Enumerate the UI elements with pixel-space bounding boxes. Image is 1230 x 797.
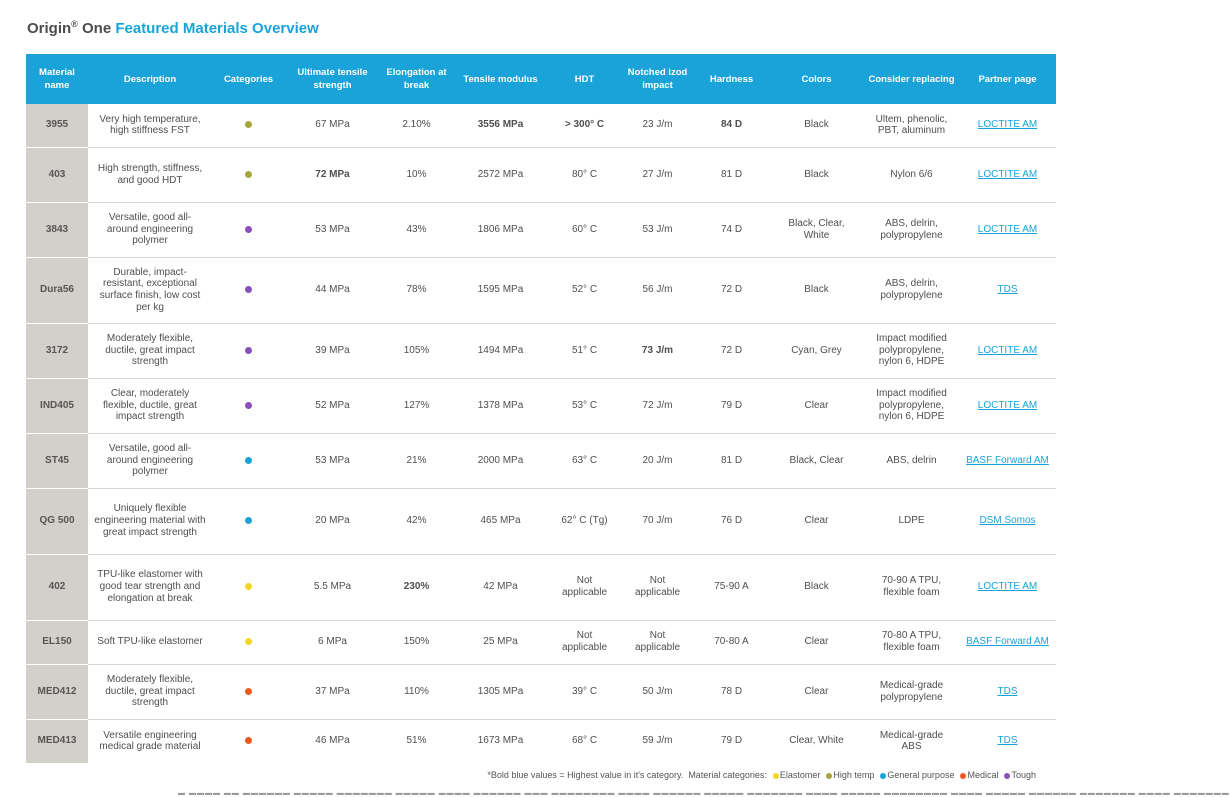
material-name-cell: 402: [26, 554, 88, 620]
colors-cell: Black, Clear, White: [769, 202, 864, 257]
partner-page-cell: [959, 147, 1056, 202]
table-header-row: [26, 54, 1056, 104]
tensile-modulus-cell: 1494 MPa: [453, 323, 548, 378]
partner-page-cell: [959, 257, 1056, 323]
column-header-material-name: Material name: [26, 54, 88, 104]
category-cell: [212, 323, 285, 378]
column-header-partner-page: Partner page: [959, 54, 1056, 104]
description-cell: TPU-like elastomer with good tear strength and elongation at break: [88, 554, 212, 620]
hdt-cell: 39° C: [548, 664, 621, 719]
tensile-modulus-cell: 1806 MPa: [453, 202, 548, 257]
consider-replacing-cell: Impact modified polypropylene, nylon 6, HDPE: [864, 323, 959, 378]
category-dot-icon: [245, 737, 252, 744]
elongation-cell: 10%: [380, 147, 453, 202]
tensile-modulus-cell: 1378 MPa: [453, 378, 548, 433]
izod-impact-cell: 72 J/m: [621, 378, 694, 433]
izod-impact-cell: 27 J/m: [621, 147, 694, 202]
table-row: [26, 664, 1056, 719]
partner-page-cell: [959, 378, 1056, 433]
consider-replacing-cell: ABS, delrin: [864, 433, 959, 488]
tensile-strength-cell: 52 MPa: [285, 378, 380, 433]
partner-page-link[interactable]: BASF Forward AM: [966, 636, 1049, 648]
izod-impact-cell: 53 J/m: [621, 202, 694, 257]
material-name-cell: MED413: [26, 719, 88, 763]
partner-page-cell: [959, 554, 1056, 620]
colors-cell: Black: [769, 554, 864, 620]
materials-table: [26, 54, 1056, 763]
elongation-cell: 110%: [380, 664, 453, 719]
table-row: [26, 378, 1056, 433]
category-dot-icon: [245, 286, 252, 293]
hardness-cell: 72 D: [694, 323, 769, 378]
hdt-cell: > 300° C: [548, 104, 621, 147]
table-row: [26, 719, 1056, 763]
column-header-hardness: Hardness: [694, 54, 769, 104]
consider-replacing-cell: 70-90 A TPU, flexible foam: [864, 554, 959, 620]
hdt-cell: 80° C: [548, 147, 621, 202]
elongation-cell: 230%: [380, 554, 453, 620]
colors-cell: Clear, White: [789, 735, 844, 747]
elongation-cell: 42%: [380, 488, 453, 554]
description-cell: Durable, impact-resistant, exceptional surface finish, low cost per kg: [88, 257, 212, 323]
material-name-cell: MED412: [26, 664, 88, 719]
izod-impact-cell: Not applicable: [621, 620, 694, 664]
colors-cell: Cyan, Grey: [769, 323, 864, 378]
hardness-cell: 72 D: [694, 257, 769, 323]
column-header-consider-replacing: Consider replacing: [864, 54, 959, 104]
hardness-cell: 79 D: [720, 735, 743, 747]
description-cell: Clear, moderately flexible, ductile, great impact strength: [88, 378, 212, 433]
brand-suffix: One: [81, 20, 112, 37]
hardness-cell: 75-90 A: [694, 554, 769, 620]
partner-page-link[interactable]: LOCTITE AM: [977, 344, 1038, 356]
category-dot-icon: [245, 517, 252, 524]
tensile-strength-cell: 20 MPa: [285, 488, 380, 554]
description-cell: High strength, stiffness, and good HDT: [88, 147, 212, 202]
tensile-modulus-cell: 1673 MPa: [477, 735, 524, 747]
column-header-description: Description: [88, 54, 212, 104]
hdt-cell: 62° C (Tg): [548, 488, 621, 554]
registered-mark: ®: [71, 19, 78, 29]
partner-page-link[interactable]: LOCTITE AM: [977, 119, 1038, 131]
partner-page-cell: [959, 202, 1056, 257]
partner-page-link[interactable]: TDS: [997, 685, 1018, 697]
tensile-strength-cell: 53 MPa: [285, 433, 380, 488]
izod-impact-cell: 50 J/m: [621, 664, 694, 719]
legend-dot-icon: [880, 773, 886, 779]
consider-replacing-cell: LDPE: [864, 488, 959, 554]
column-header-categories: Categories: [212, 54, 285, 104]
material-name-cell: Dura56: [26, 257, 88, 323]
consider-replacing-cell: Medical-grade polypropylene: [864, 664, 959, 719]
partner-page-cell: [959, 719, 1056, 763]
material-name-cell: 3172: [26, 323, 88, 378]
partner-page-link[interactable]: LOCTITE AM: [977, 223, 1038, 235]
hdt-cell: 52° C: [548, 257, 621, 323]
elongation-cell: 51%: [406, 735, 427, 747]
category-dot-icon: [245, 402, 252, 409]
elongation-cell: 150%: [380, 620, 453, 664]
consider-replacing-cell: 70-80 A TPU, flexible foam: [864, 620, 959, 664]
category-dot-icon: [245, 121, 252, 128]
footnote-legend: [0, 770, 1036, 780]
description-cell: Versatile, good all-around engineering polymer: [88, 433, 212, 488]
category-dot-icon: [245, 638, 252, 645]
category-cell: [212, 488, 285, 554]
tensile-modulus-cell: 2572 MPa: [453, 147, 548, 202]
consider-replacing-cell: Ultem, phenolic, PBT, aluminum: [864, 104, 959, 147]
colors-cell: Black: [769, 147, 864, 202]
legend-label: Elastomer: [779, 770, 821, 780]
legend-dot-icon: [1004, 773, 1010, 779]
hdt-cell: Not applicable: [548, 620, 621, 664]
hardness-cell: 78 D: [694, 664, 769, 719]
colors-cell: Black: [769, 257, 864, 323]
tensile-modulus-cell: 25 MPa: [453, 620, 548, 664]
material-name-cell: QG 500: [26, 488, 88, 554]
footnote-note: *Bold blue values = Highest value in it's category.: [487, 770, 684, 780]
colors-cell: Clear: [769, 488, 864, 554]
colors-cell: Clear: [769, 378, 864, 433]
colors-cell: Clear: [769, 620, 864, 664]
table-row: [26, 257, 1056, 323]
category-cell: [212, 257, 285, 323]
hardness-cell: 70-80 A: [694, 620, 769, 664]
description-cell: Moderately flexible, ductile, great impact strength: [88, 323, 212, 378]
partner-page-link[interactable]: BASF Forward AM: [966, 454, 1049, 466]
izod-impact-cell: 56 J/m: [621, 257, 694, 323]
hdt-cell: 60° C: [548, 202, 621, 257]
description-cell: Versatile engineering medical grade material: [99, 729, 201, 753]
elongation-cell: 43%: [380, 202, 453, 257]
page-subtitle: Featured Materials Overview: [115, 20, 319, 37]
izod-impact-cell: 73 J/m: [621, 323, 694, 378]
legend-label: High temp: [833, 770, 875, 780]
brand-name: Origin: [27, 20, 72, 37]
table-row: [26, 433, 1056, 488]
partner-page-link[interactable]: TDS: [997, 284, 1018, 296]
colors-cell: Clear: [769, 664, 864, 719]
consider-replacing-cell: Impact modified polypropylene, nylon 6, HDPE: [864, 378, 959, 433]
hdt-cell: Not applicable: [548, 554, 621, 620]
izod-impact-cell: Not applicable: [621, 554, 694, 620]
tensile-strength-cell: 39 MPa: [285, 323, 380, 378]
legend-label: Medical: [967, 770, 999, 780]
column-header-hdt: HDT: [548, 54, 621, 104]
partner-page-cell: [959, 620, 1056, 664]
description-cell: Very high temperature, high stiffness FST: [88, 104, 212, 147]
hardness-cell: 81 D: [694, 433, 769, 488]
description-cell: Moderately flexible, ductile, great impact strength: [88, 664, 212, 719]
category-cell: [212, 620, 285, 664]
hdt-cell: 63° C: [548, 433, 621, 488]
consider-replacing-cell: Nylon 6/6: [864, 147, 959, 202]
izod-impact-cell: 59 J/m: [642, 735, 673, 747]
partner-page-cell: [959, 488, 1056, 554]
table-row: [26, 323, 1056, 378]
category-cell: [212, 554, 285, 620]
hardness-cell: 79 D: [694, 378, 769, 433]
elongation-cell: 78%: [380, 257, 453, 323]
legend-dot-icon: [773, 773, 779, 779]
partner-page-link[interactable]: LOCTITE AM: [977, 168, 1038, 180]
column-header-ultimate-tensile-strength: Ultimate tensile strength: [285, 54, 380, 104]
tensile-strength-cell: 44 MPa: [285, 257, 380, 323]
table-body: [26, 104, 1056, 763]
description-cell: Soft TPU-like elastomer: [88, 620, 212, 664]
hardness-cell: 76 D: [694, 488, 769, 554]
elongation-cell: 21%: [380, 433, 453, 488]
column-header-tensile-modulus: Tensile modulus: [453, 54, 548, 104]
category-dot-icon: [245, 457, 252, 464]
category-cell: [212, 104, 285, 147]
legend-label: General purpose: [887, 770, 955, 780]
partner-page-cell: [959, 104, 1056, 147]
consider-replacing-cell: Medical-grade ABS: [879, 729, 944, 753]
tensile-strength-cell: 46 MPa: [315, 735, 350, 747]
table-row: [26, 104, 1056, 147]
colors-cell: Black, Clear: [769, 433, 864, 488]
table-row: [26, 147, 1056, 202]
tensile-modulus-cell: 1595 MPa: [453, 257, 548, 323]
tensile-strength-cell: 53 MPa: [285, 202, 380, 257]
hdt-cell: 68° C: [571, 735, 598, 747]
izod-impact-cell: 20 J/m: [621, 433, 694, 488]
izod-impact-cell: 23 J/m: [621, 104, 694, 147]
partner-page-link[interactable]: DSM Somos: [979, 515, 1036, 527]
tensile-strength-cell: 72 MPa: [285, 147, 380, 202]
partner-page-link[interactable]: TDS: [997, 735, 1018, 747]
material-name-cell: 3843: [26, 202, 88, 257]
hardness-cell: 81 D: [694, 147, 769, 202]
column-header-elongation-at-break: Elongation at break: [380, 54, 453, 104]
elongation-cell: 105%: [380, 323, 453, 378]
cropped-footer-text: ▬ ▬▬▬▬ ▬▬ ▬▬▬▬▬▬ ▬▬▬▬▬ ▬▬▬▬▬▬▬ ▬▬▬▬▬ ▬▬▬▬ ▬▬▬▬▬▬ ▬▬▬ ▬▬▬▬▬▬▬▬ ▬▬▬▬ ▬▬▬▬▬▬ ▬▬▬▬▬ ▬▬▬▬▬▬▬ ▬▬▬▬ ▬▬▬▬▬ ▬▬▬▬▬▬▬▬ ▬▬▬▬ ▬▬▬▬▬ ▬▬▬▬▬▬ ▬▬▬▬▬▬▬ ▬▬▬▬ ▬▬▬▬▬▬▬: [178, 790, 1230, 797]
category-cell: [212, 202, 285, 257]
hardness-cell: 74 D: [694, 202, 769, 257]
tensile-strength-cell: 5.5 MPa: [285, 554, 380, 620]
description-cell: Versatile, good all-around engineering polymer: [88, 202, 212, 257]
consider-replacing-cell: ABS, delrin, polypropylene: [864, 202, 959, 257]
tensile-modulus-cell: 1305 MPa: [453, 664, 548, 719]
partner-page-cell: [959, 664, 1056, 719]
table-row: [26, 554, 1056, 620]
category-cell: [212, 664, 285, 719]
table-row: [26, 620, 1056, 664]
legend-dot-icon: [960, 773, 966, 779]
category-cell: [212, 378, 285, 433]
material-name-cell: IND405: [26, 378, 88, 433]
table-row: [26, 488, 1056, 554]
consider-replacing-cell: ABS, delrin, polypropylene: [864, 257, 959, 323]
column-header-notched-izod-impact: Notched izod impact: [621, 54, 694, 104]
elongation-cell: 127%: [380, 378, 453, 433]
legend-dot-icon: [826, 773, 832, 779]
hardness-cell: 84 D: [694, 104, 769, 147]
legend-label: Tough: [1011, 770, 1036, 780]
material-name-cell: ST45: [26, 433, 88, 488]
tensile-modulus-cell: 2000 MPa: [453, 433, 548, 488]
category-dot-icon: [245, 688, 252, 695]
material-name-cell: 3955: [26, 104, 88, 147]
category-cell: [212, 433, 285, 488]
partner-page-cell: [959, 433, 1056, 488]
category-dot-icon: [245, 583, 252, 590]
table-row: [26, 202, 1056, 257]
tensile-modulus-cell: 42 MPa: [453, 554, 548, 620]
elongation-cell: 2.10%: [380, 104, 453, 147]
tensile-modulus-cell: 465 MPa: [453, 488, 548, 554]
tensile-strength-cell: 67 MPa: [285, 104, 380, 147]
page-title: [27, 19, 319, 37]
partner-page-cell: [959, 323, 1056, 378]
legend-items: [767, 770, 1036, 780]
hdt-cell: 51° C: [548, 323, 621, 378]
description-cell: Uniquely flexible engineering material with great impact strength: [88, 488, 212, 554]
partner-page-link[interactable]: LOCTITE AM: [977, 581, 1038, 593]
category-cell: [212, 719, 285, 763]
material-name-cell: 403: [26, 147, 88, 202]
tensile-modulus-cell: 3556 MPa: [453, 104, 548, 147]
hdt-cell: 53° C: [548, 378, 621, 433]
izod-impact-cell: 70 J/m: [621, 488, 694, 554]
category-dot-icon: [245, 347, 252, 354]
footnote-categories-label: Material categories:: [688, 770, 767, 780]
column-header-colors: Colors: [769, 54, 864, 104]
material-name-cell: EL150: [26, 620, 88, 664]
category-dot-icon: [245, 226, 252, 233]
colors-cell: Black: [769, 104, 864, 147]
category-dot-icon: [245, 171, 252, 178]
partner-page-link[interactable]: LOCTITE AM: [977, 399, 1038, 411]
tensile-strength-cell: 6 MPa: [285, 620, 380, 664]
category-cell: [212, 147, 285, 202]
tensile-strength-cell: 37 MPa: [285, 664, 380, 719]
